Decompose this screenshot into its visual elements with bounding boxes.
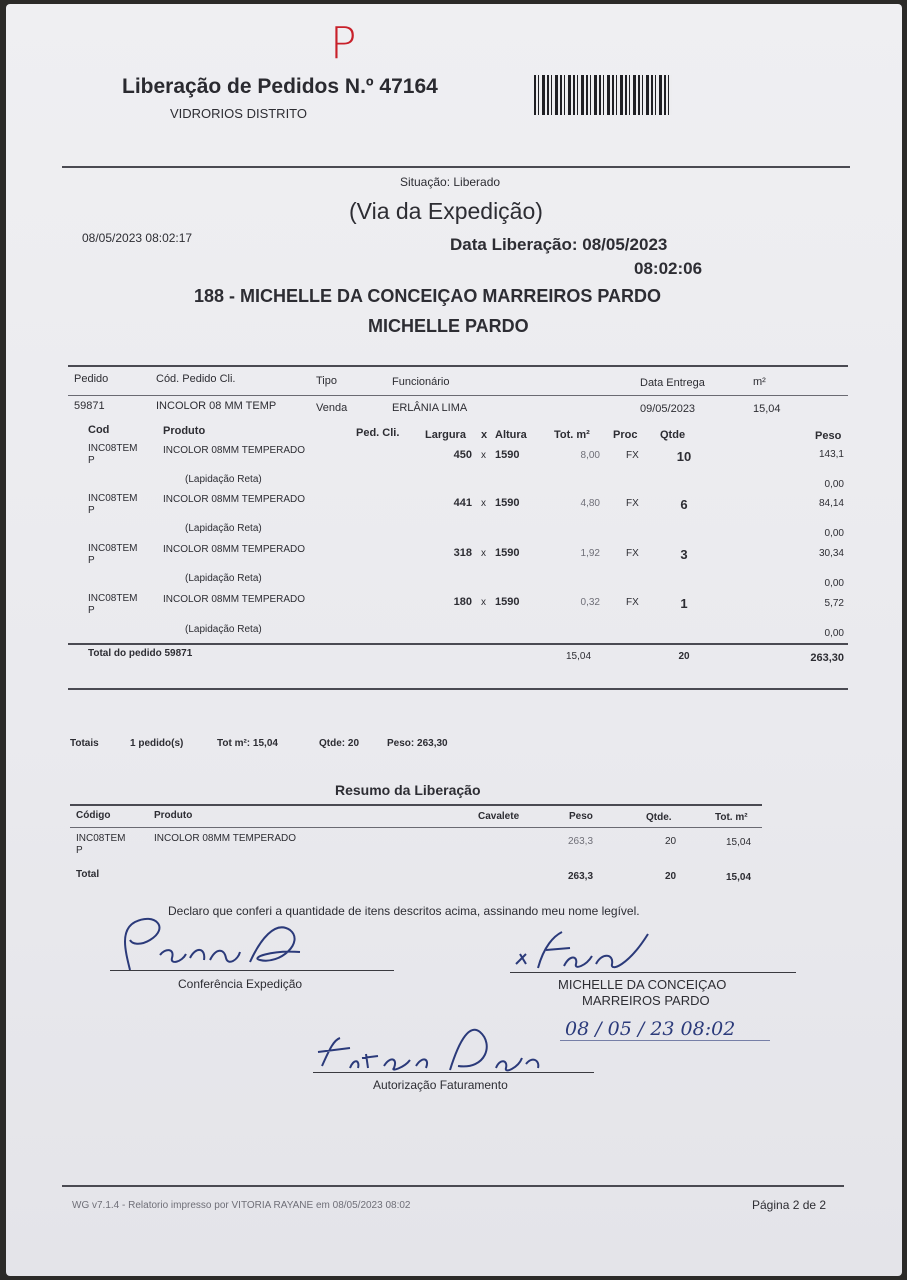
item-area: 0,32: [580, 597, 600, 608]
summary-code: INC08TEM: [76, 833, 126, 844]
print-datetime: 08/05/2023 08:02:17: [82, 231, 193, 245]
item-times: x: [481, 597, 486, 608]
header-divider: [62, 166, 850, 168]
order-header-divider: [68, 395, 848, 396]
order-total-divider: [68, 643, 848, 645]
value-pedido: 59871: [74, 400, 105, 412]
item-process: FX: [626, 597, 639, 608]
item-quantity: 6: [680, 497, 688, 512]
item-product: INCOLOR 08MM TEMPERADO: [163, 494, 306, 505]
item-height: 1590: [495, 596, 520, 608]
item-times: x: [481, 548, 486, 559]
client-signature-name: MICHELLE DA CONCEIÇAO: [558, 977, 727, 992]
value-tipo: Venda: [316, 402, 348, 414]
col-produto: Produto: [163, 425, 206, 437]
page-number: Página 2 de 2: [752, 1198, 827, 1212]
summary-col-tot-m2: Tot. m²: [715, 812, 748, 823]
summary-col-codigo: Código: [76, 810, 111, 821]
col-proc: Proc: [613, 429, 638, 441]
value-data-entrega: 09/05/2023: [640, 403, 696, 415]
summary-col-qtde: Qtde.: [646, 812, 672, 823]
conference-signature-line: [110, 970, 394, 971]
col-qtde: Qtde: [660, 429, 686, 441]
client-short-name: MICHELLE PARDO: [368, 316, 529, 336]
item-finish-weight: 0,00: [824, 479, 844, 490]
item-height: 1590: [495, 497, 520, 509]
item-times: x: [481, 450, 486, 461]
handwritten-date: 08 / 05 / 23 08:02: [565, 1018, 736, 1040]
summary-header-divider: [70, 827, 762, 828]
item-quantity: 3: [680, 547, 688, 562]
col-peso: Peso: [815, 430, 842, 442]
item-weight: 5,72: [824, 598, 844, 609]
totals-quantity: Qtde: 20: [319, 738, 360, 749]
label-data-entrega: Data Entrega: [640, 377, 705, 389]
release-time: 08:02:06: [634, 259, 703, 278]
item-code: INC08TEM: [88, 493, 138, 504]
authorization-signature-line: [313, 1072, 594, 1073]
summary-product: INCOLOR 08MM TEMPERADO: [154, 833, 297, 844]
summary-weight: 263,3: [568, 836, 594, 847]
item-finish: (Lapidação Reta): [185, 474, 262, 485]
col-altura: Altura: [495, 429, 527, 441]
item-weight: 30,34: [818, 548, 844, 559]
summary-code-suffix: P: [76, 845, 83, 856]
item-code-suffix: P: [88, 605, 95, 616]
item-finish-weight: 0,00: [824, 578, 844, 589]
item-process: FX: [626, 548, 639, 559]
label-cod-pedido: Cód. Pedido Cli.: [156, 373, 236, 385]
item-area: 8,00: [580, 450, 600, 461]
status-text: Situação: Liberado: [400, 175, 501, 189]
client-signature-surname: MARREIROS PARDO: [582, 993, 710, 1008]
client-signature-line: [510, 972, 796, 973]
order-total-label: Total do pedido 59871: [88, 648, 193, 659]
item-product: INCOLOR 08MM TEMPERADO: [163, 594, 306, 605]
company-name: VIDRORIOS DISTRITO: [170, 106, 307, 121]
item-finish: (Lapidação Reta): [185, 523, 262, 534]
client-name: 188 - MICHELLE DA CONCEIÇAO MARREIROS PARDO: [194, 286, 662, 306]
summary-area: 15,04: [726, 837, 752, 848]
summary-quantity: 20: [665, 836, 677, 847]
item-product: INCOLOR 08MM TEMPERADO: [163, 544, 306, 555]
label-tipo: Tipo: [316, 375, 337, 387]
date-underline: [560, 1040, 770, 1041]
totals-orders: 1 pedido(s): [130, 738, 184, 749]
order-end-divider: [68, 688, 848, 690]
summary-total-area: 15,04: [726, 872, 752, 883]
label-funcionario: Funcionário: [392, 376, 450, 388]
item-process: FX: [626, 498, 639, 509]
item-quantity: 10: [676, 449, 692, 464]
item-code-suffix: P: [88, 455, 95, 466]
label-pedido: Pedido: [74, 373, 109, 385]
item-code: INC08TEM: [88, 543, 138, 554]
item-weight: 84,14: [818, 498, 844, 509]
item-code: INC08TEM: [88, 443, 138, 454]
item-height: 1590: [495, 449, 520, 461]
summary-title: Resumo da Liberação: [335, 782, 481, 798]
item-quantity: 1: [680, 596, 688, 611]
item-weight: 143,1: [818, 449, 844, 460]
item-width: 450: [453, 449, 472, 461]
value-funcionario: ERLÂNIA LIMA: [392, 402, 468, 414]
col-ped-cli: Ped. Cli.: [356, 427, 400, 439]
footer-printed-by: WG v7.1.4 - Relatorio impresso por VITORIA RAYANE em 08/05/2023 08:02: [72, 1200, 411, 1211]
totals-label: Totais: [70, 738, 99, 749]
summary-col-peso: Peso: [569, 811, 593, 822]
label-m2: m²: [753, 376, 766, 388]
col-tot-m2: Tot. m²: [554, 429, 590, 441]
item-finish: (Lapidação Reta): [185, 624, 262, 635]
via-title: (Via da Expedição): [349, 198, 543, 224]
value-cod-pedido: INCOLOR 08 MM TEMP: [156, 400, 277, 412]
document-title: Liberação de Pedidos N.º 47164: [122, 75, 438, 98]
item-code-suffix: P: [88, 505, 95, 516]
signature-client: [508, 926, 658, 976]
item-area: 4,80: [580, 498, 600, 509]
item-finish-weight: 0,00: [824, 628, 844, 639]
summary-total-label: Total: [76, 869, 100, 880]
authorization-label: Autorização Faturamento: [373, 1078, 508, 1092]
value-m2: 15,04: [753, 403, 781, 415]
item-times: x: [481, 498, 486, 509]
totals-weight: Peso: 263,30: [387, 738, 448, 749]
order-total-area: 15,04: [566, 651, 592, 662]
item-code-suffix: P: [88, 555, 95, 566]
col-x: x: [481, 429, 488, 441]
order-table-top: [68, 365, 848, 367]
item-height: 1590: [495, 547, 520, 559]
col-largura: Largura: [425, 429, 466, 441]
item-finish-weight: 0,00: [824, 528, 844, 539]
item-code: INC08TEM: [88, 593, 138, 604]
item-process: FX: [626, 450, 639, 461]
declaration-text: Declaro que conferi a quantidade de itens descritos acima, assinando meu nome legível.: [168, 904, 640, 918]
conference-label: Conferência Expedição: [178, 977, 303, 991]
summary-total-quantity: 20: [665, 871, 677, 882]
item-width: 318: [453, 547, 472, 559]
item-area: 1,92: [580, 548, 600, 559]
item-finish: (Lapidação Reta): [185, 573, 262, 584]
release-date: Data Liberação: 08/05/2023: [450, 235, 668, 254]
item-width: 441: [453, 497, 472, 509]
summary-total-weight: 263,3: [568, 871, 594, 882]
col-cod: Cod: [88, 424, 110, 436]
handwritten-mark: P: [330, 18, 357, 69]
signature-authorization: [310, 1018, 560, 1078]
item-width: 180: [453, 596, 472, 608]
summary-top-divider: [70, 804, 762, 806]
barcode: [534, 75, 672, 115]
item-product: INCOLOR 08MM TEMPERADO: [163, 445, 306, 456]
summary-col-cavalete: Cavalete: [478, 811, 520, 822]
summary-col-produto: Produto: [154, 810, 193, 821]
order-total-weight: 263,30: [810, 652, 844, 664]
order-total-quantity: 20: [678, 651, 690, 662]
totals-area: Tot m²: 15,04: [217, 738, 278, 749]
footer-divider: [62, 1185, 844, 1187]
